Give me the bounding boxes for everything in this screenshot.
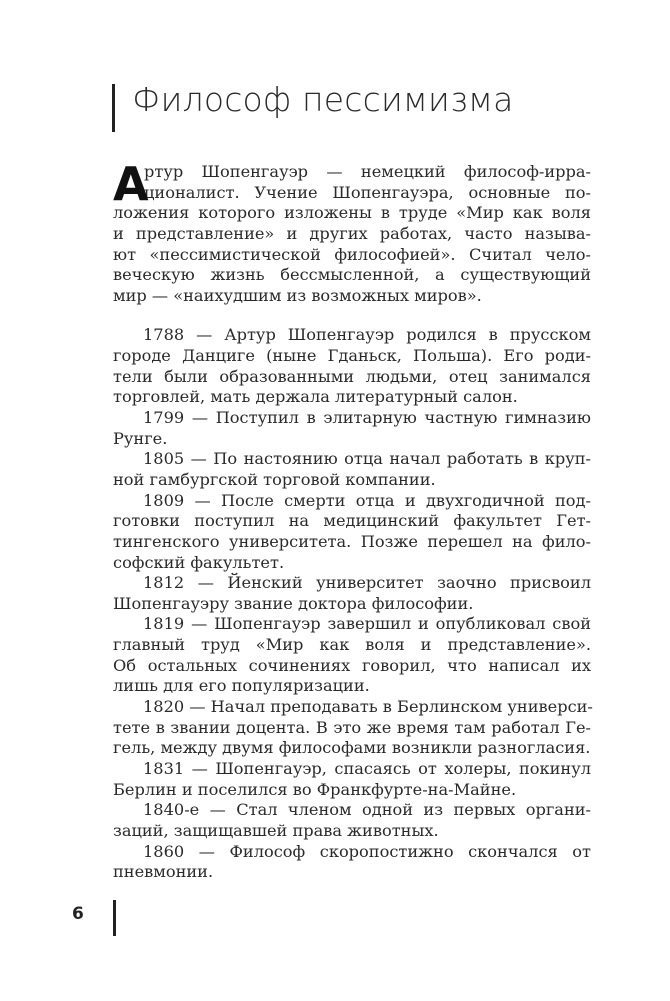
- timeline-line: софский факультет.: [113, 552, 285, 572]
- timeline-entry: [113, 325, 591, 408]
- timeline-line: 1819 — Шопенгауэр завершил и опубликовал свой: [143, 614, 591, 634]
- timeline-line: 1805 — По настоянию отца начал работать в круп-: [143, 449, 591, 469]
- timeline-line: 1788 — Артур Шопенгауэр родился в прусском: [143, 325, 591, 345]
- timeline-line: Об остальных сочинениях говорил, что написал их: [113, 655, 591, 675]
- intro-line: ют «пессимистической философией». Считал чело-: [113, 244, 591, 264]
- timeline-line: готовки поступил на медицинский факультет Гет-: [113, 511, 591, 531]
- timeline-line: 1809 — После смерти отца и двухгодичной под-: [143, 490, 591, 510]
- intro-line: мир — «наихудшим из возможных миров».: [113, 285, 482, 305]
- timeline-line: лишь для его популяризации.: [113, 676, 370, 696]
- timeline-entry: [113, 759, 591, 800]
- timeline-entry: [113, 800, 591, 841]
- timeline-entry: [113, 408, 591, 449]
- timeline-line: 1812 — Йенский университет заочно присвоил: [143, 573, 591, 593]
- intro-line: ртур Шопенгауэр — немецкий философ-ирра-: [144, 162, 591, 181]
- timeline-entry: [113, 491, 591, 574]
- timeline-entry: [113, 842, 591, 883]
- intro-line: веческую жизнь бессмысленной, а существующий: [113, 265, 591, 285]
- timeline: [113, 325, 591, 882]
- timeline-line: 1831 — Шопенгауэр, спасаясь от холеры, покинул: [143, 758, 591, 778]
- title-bar: [112, 84, 115, 132]
- timeline-line: 1840-е — Стал членом одной из первых органи-: [143, 800, 591, 820]
- timeline-line: тели были образованными людьми, отец занимался: [113, 366, 591, 386]
- timeline-line: 1860 — Философ скоропостижно скончался от: [143, 841, 591, 861]
- timeline-line: Шопенгауэру звание доктора философии.: [113, 593, 474, 613]
- intro-line: ложения которого изложены в труде «Мир как воля: [113, 203, 591, 223]
- timeline-entry: [113, 449, 591, 490]
- page-number-bar: [113, 900, 116, 936]
- timeline-entry: [113, 573, 591, 614]
- timeline-line: пневмонии.: [113, 862, 214, 882]
- page-body: [113, 157, 593, 883]
- intro-line: ционалист. Учение Шопенгауэра, основные по-: [144, 182, 591, 202]
- timeline-entry: [113, 614, 591, 697]
- timeline-line: тингенского университета. Позже перешел на фило-: [113, 531, 591, 551]
- timeline-line: ной гамбургской торговой компании.: [113, 469, 436, 489]
- drop-cap: А: [113, 157, 149, 211]
- page-title: Философ пессимизма: [132, 80, 514, 119]
- timeline-line: 1820 — Начал преподавать в Берлинском универси-: [143, 697, 593, 717]
- intro-line: и представление» и других работах, часто называ-: [113, 223, 591, 243]
- timeline-line: 1799 — Поступил в элитарную частную гимназию: [143, 408, 591, 428]
- timeline-line: городе Данциге (ныне Гданьск, Польша). Его роди-: [113, 346, 591, 366]
- timeline-line: заций, защищавшей права животных.: [113, 820, 439, 840]
- timeline-line: Берлин и поселился во Франкфурте-на-Майне.: [113, 779, 517, 799]
- timeline-entry: [113, 697, 591, 759]
- page-number: 6: [72, 904, 84, 924]
- timeline-line: торговлей, мать держала литературный салон.: [113, 387, 518, 407]
- timeline-line: тете в звании доцента. В это же время там работал Ге-: [113, 717, 591, 737]
- timeline-line: главный труд «Мир как воля и представление».: [113, 635, 591, 655]
- timeline-line: Рунге.: [113, 428, 168, 448]
- intro-paragraph: [113, 157, 591, 306]
- timeline-line: гель, между двумя философами возникли разногласия.: [113, 738, 591, 758]
